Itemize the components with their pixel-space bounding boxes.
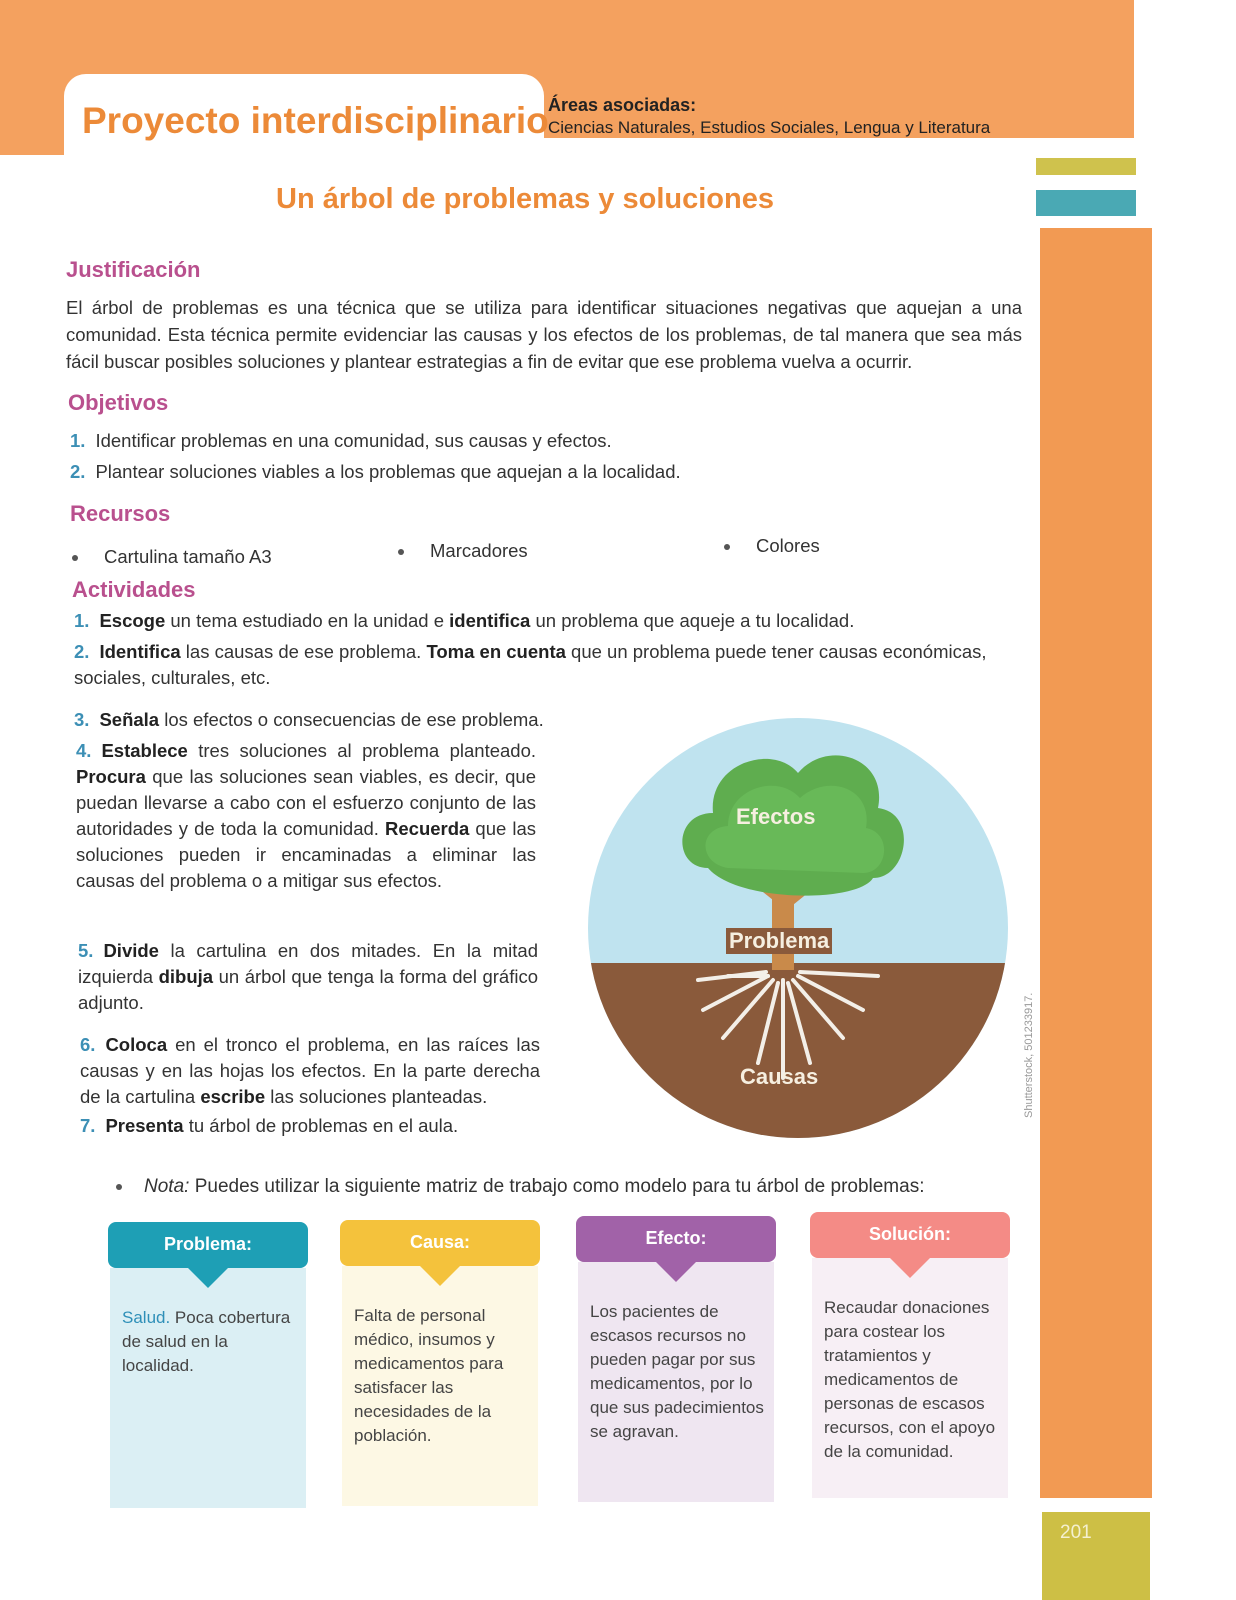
areas-value: Ciencias Naturales, Estudios Sociales, Lengua y Literatura xyxy=(548,118,991,137)
actividad-text: que las soluciones pueden ir encaminadas a eliminar las causas del problema o a mitigar sus efectos. xyxy=(76,818,536,891)
action-verb: Señala xyxy=(99,709,160,730)
action-verb: Identifica xyxy=(99,641,181,662)
bullet-dot xyxy=(724,544,730,550)
card-body xyxy=(110,1268,306,1508)
matrix-card-efecto xyxy=(576,1216,776,1502)
card-text xyxy=(590,1300,768,1444)
actividad-text: que un problema puede tener causas económicas, sociales, culturales, etc. xyxy=(74,641,987,688)
recurso-text: Marcadores xyxy=(430,540,528,561)
justificacion-text: El árbol de problemas es una técnica que se utiliza para identificar situaciones negativas que aquejan a una comunidad. Esta técnica permite evidenciar las causas y los efectos de los problemas, de tal manera que sea más fácil buscar posibles soluciones y plantear estrategias a fin de evitar que ese problema vuelva a ocurrir. xyxy=(66,297,1022,372)
card-header: Efecto: xyxy=(576,1216,776,1262)
actividad-number: 7. xyxy=(80,1115,96,1136)
justificacion-heading: Justificación xyxy=(66,257,201,282)
bullet-dot xyxy=(116,1184,122,1190)
card-arrow xyxy=(654,1260,698,1282)
problema-label: Problema xyxy=(726,928,832,954)
objetivo-text: Plantear soluciones viables a los problemas que aquejan a la localidad. xyxy=(95,461,681,482)
action-verb: Escoge xyxy=(99,610,166,631)
card-text xyxy=(354,1304,532,1448)
card-header: Problema: xyxy=(108,1222,308,1268)
matrix-card-problema xyxy=(108,1222,308,1508)
card-text xyxy=(122,1306,300,1378)
actividad-item xyxy=(74,608,1024,634)
action-verb: identifica xyxy=(449,610,531,631)
blue-stripe xyxy=(1036,190,1136,216)
recurso-item xyxy=(398,540,528,562)
card-arrow xyxy=(186,1266,230,1288)
objetivo-number: 1. xyxy=(70,430,86,451)
actividad-item xyxy=(80,1032,540,1110)
action-verb: Presenta xyxy=(105,1115,184,1136)
actividad-number: 4. xyxy=(76,740,92,761)
actividad-item xyxy=(78,938,538,1016)
actividad-number: 5. xyxy=(78,940,94,961)
actividad-number: 6. xyxy=(80,1034,96,1055)
nota-text: Puedes utilizar la siguiente matriz de trabajo como modelo para tu árbol de problemas: xyxy=(189,1176,925,1197)
actividad-text: los efectos o consecuencias de ese problema. xyxy=(159,709,544,730)
objetivo-number: 2. xyxy=(70,461,86,482)
card-body-text: Falta de personal médico, insumos y medicamentos para satisfacer las necesidades de la población. xyxy=(354,1306,504,1445)
card-body-text: Recaudar donaciones para costear los tratamientos y medicamentos de personas de escasos recursos, con el apoyo de la comunidad. xyxy=(824,1298,996,1461)
actividad-text: las causas de ese problema. xyxy=(180,641,427,662)
bullet-dot xyxy=(72,555,78,561)
page-title: Un árbol de problemas y soluciones xyxy=(276,183,774,215)
action-verb: Divide xyxy=(103,940,159,961)
actividad-text: tu árbol de problemas en el aula. xyxy=(183,1115,459,1136)
actividad-text: las soluciones planteadas. xyxy=(265,1086,488,1107)
actividad-text: la cartulina en dos mitades. En la mitad izquierda xyxy=(78,940,538,987)
recurso-text: Colores xyxy=(756,535,820,556)
actividad-number: 3. xyxy=(74,709,90,730)
card-arrow xyxy=(418,1264,462,1286)
page-number: 201 xyxy=(1060,1522,1092,1543)
actividad-text: un problema que aqueje a tu localidad. xyxy=(530,610,855,631)
objetivo-text: Identificar problemas en una comunidad, sus causas y efectos. xyxy=(95,430,612,451)
card-header: Causa: xyxy=(340,1220,540,1266)
objetivo-item xyxy=(70,461,681,483)
right-margin-strip xyxy=(1040,228,1152,1498)
recurso-item xyxy=(724,535,820,557)
actividad-item xyxy=(76,738,536,894)
action-verb: dibuja xyxy=(158,966,214,987)
objetivos-heading: Objetivos xyxy=(68,390,169,415)
matrix-card-solucion xyxy=(810,1212,1010,1498)
action-verb: Coloca xyxy=(105,1034,168,1055)
action-verb: Procura xyxy=(76,766,146,787)
problem-tree-diagram xyxy=(588,718,1008,1138)
actividad-text: en el tronco el problema, en las raíces las causas y en las hojas los efectos. En la parte derecha de la cartulina xyxy=(80,1034,540,1107)
card-arrow xyxy=(888,1256,932,1278)
areas-label: Áreas asociadas: xyxy=(548,95,697,115)
recurso-text: Cartulina tamaño A3 xyxy=(104,546,272,567)
action-verb: Establece xyxy=(101,740,188,761)
efectos-label: Efectos xyxy=(736,804,816,829)
actividad-text: un tema estudiado en la unidad e xyxy=(165,610,450,631)
action-verb: escribe xyxy=(200,1086,266,1107)
actividad-item xyxy=(74,707,574,733)
objetivo-item xyxy=(70,430,612,452)
nota-label: Nota: xyxy=(144,1176,190,1197)
causas-label: Causas xyxy=(740,1064,819,1089)
actividad-text: tres soluciones al problema planteado. xyxy=(187,740,536,761)
nota-line xyxy=(116,1176,924,1198)
recurso-item xyxy=(72,546,272,568)
action-verb: Recuerda xyxy=(385,818,470,839)
card-lead: Salud. xyxy=(122,1308,171,1327)
actividad-number: 2. xyxy=(74,641,90,662)
recursos-heading: Recursos xyxy=(70,501,171,526)
project-title: Proyecto interdisciplinario xyxy=(82,100,549,141)
card-header: Solución: xyxy=(810,1212,1010,1258)
actividad-text: que las soluciones sean viables, es decir, que puedan llevarse a cabo con el esfuerzo conjunto de las autoridades y de toda la comunidad. xyxy=(76,766,536,839)
card-body-text: Los pacientes de escasos recursos no pueden pagar por sus medicamentos, por lo que sus padecimientos se agravan. xyxy=(590,1302,764,1441)
matrix-card-causa xyxy=(340,1220,540,1506)
actividad-item xyxy=(74,639,1024,691)
actividad-number: 1. xyxy=(74,610,90,631)
card-text xyxy=(824,1296,1002,1464)
action-verb: Toma en cuenta xyxy=(426,641,566,662)
image-credit: Shutterstock, 501233917. xyxy=(1023,992,1035,1118)
bullet-dot xyxy=(398,549,404,555)
page-number-box xyxy=(1042,1512,1150,1600)
actividad-item xyxy=(80,1113,540,1139)
card-body-text: Poca cobertura de salud en la localidad. xyxy=(122,1308,291,1375)
actividades-heading: Actividades xyxy=(72,577,196,602)
subtitle-strip xyxy=(544,138,1136,158)
actividad-text: un árbol que tenga la forma del gráfico adjunto. xyxy=(78,966,538,1013)
